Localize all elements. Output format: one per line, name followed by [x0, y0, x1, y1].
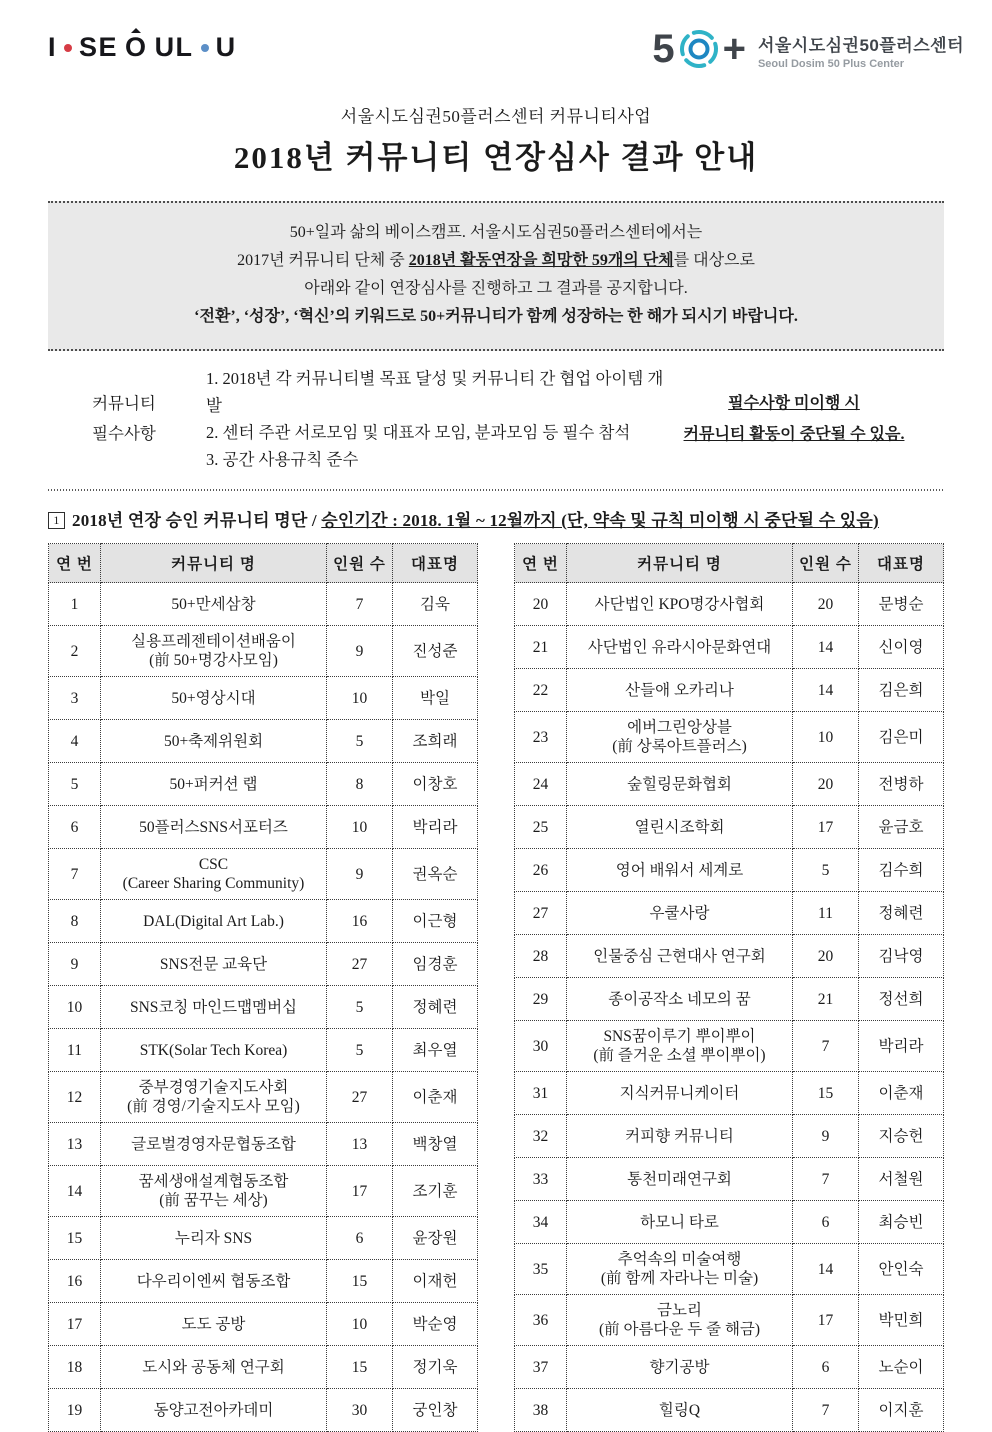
- row-number: 34: [515, 1201, 567, 1244]
- member-count: 7: [327, 583, 393, 626]
- community-name-main: 우쿨사랑: [649, 904, 710, 922]
- row-number: 16: [49, 1260, 101, 1303]
- intro-line-2: 2017년 커뮤니티 단체 중 2018년 활동연장을 희망한 59개의 단체를 대상으로: [237, 252, 755, 269]
- row-number: 36: [515, 1295, 567, 1346]
- representative-name: 정혜련: [393, 986, 478, 1029]
- intro-emphasis: 2018년 활동연장을 희망한 59개의 단체: [408, 252, 674, 269]
- table-row: [49, 943, 478, 986]
- community-name-main: 힐링Q: [658, 1401, 701, 1419]
- community-name: [567, 1295, 793, 1346]
- row-number: 19: [49, 1389, 101, 1432]
- community-name: [567, 763, 793, 806]
- member-count: 9: [327, 626, 393, 677]
- table-row: [49, 763, 478, 806]
- logo-letter-u: U: [215, 32, 237, 62]
- red-dot-icon: [64, 44, 72, 52]
- representative-name: 윤장원: [393, 1217, 478, 1260]
- community-name-former: (前 아름다운 두 줄 해금): [598, 1321, 761, 1338]
- representative-name: 이춘재: [393, 1072, 478, 1123]
- community-name: [567, 669, 793, 712]
- community-name-main: 누리자 SNS: [174, 1229, 253, 1247]
- community-name-former: (前 경영/기술지도사 모임): [127, 1098, 300, 1115]
- representative-name: 조희래: [393, 720, 478, 763]
- community-name-main: 도시와 공동체 연구회: [142, 1358, 285, 1376]
- community-name-main: 50+영상시대: [171, 689, 256, 707]
- representative-name: 박일: [393, 677, 478, 720]
- community-name-former: (Career Sharing Community): [122, 875, 305, 892]
- community-name: [101, 677, 327, 720]
- requirements-label: 커뮤니티 필수사항: [92, 394, 156, 443]
- intro-box: [48, 201, 944, 351]
- section-number-box: 1: [48, 512, 65, 529]
- member-count: 14: [793, 626, 859, 669]
- row-number: 28: [515, 935, 567, 978]
- community-name-main: SNS꿈이루기 뿌이뿌이: [603, 1028, 756, 1045]
- community-name-former: (前 꿈꾸는 세상): [159, 1192, 268, 1209]
- row-number: 27: [515, 892, 567, 935]
- community-name-main: STK(Solar Tech Korea): [139, 1041, 288, 1059]
- row-number: 25: [515, 806, 567, 849]
- member-count: 7: [793, 1158, 859, 1201]
- divider: [48, 489, 944, 491]
- representative-name: 진성준: [393, 626, 478, 677]
- row-number: 1: [49, 583, 101, 626]
- table-row: [515, 1295, 944, 1346]
- logo-letters-se: SE: [79, 32, 119, 62]
- community-name: [101, 763, 327, 806]
- community-name-main: 사단법인 유라시아문화연대: [587, 638, 772, 656]
- table-row: [515, 1389, 944, 1432]
- community-name-main: 50+만세삼창: [171, 595, 256, 613]
- table-row: [49, 1260, 478, 1303]
- representative-name: 지승헌: [859, 1115, 944, 1158]
- community-name: [567, 849, 793, 892]
- row-number: 2: [49, 626, 101, 677]
- table-row: [515, 892, 944, 935]
- representative-name: 백창열: [393, 1123, 478, 1166]
- community-name-former: (前 함께 자라나는 미술): [600, 1270, 759, 1287]
- community-name: [101, 1166, 327, 1217]
- table-row: [515, 1244, 944, 1295]
- member-count: 10: [793, 712, 859, 763]
- community-name-main: 통천미래연구회: [627, 1170, 732, 1188]
- community-name: [101, 1123, 327, 1166]
- table-header-row: [515, 544, 944, 583]
- representative-name: 김은희: [859, 669, 944, 712]
- row-number: 26: [515, 849, 567, 892]
- community-name-main: 실용프레젠테이션배움이: [131, 633, 296, 650]
- community-name: [567, 1072, 793, 1115]
- member-count: 9: [793, 1115, 859, 1158]
- community-name: [567, 712, 793, 763]
- requirement-item: 1. 2018년 각 커뮤니티별 목표 달성 및 커뮤니티 간 협업 아이템 개발: [206, 369, 664, 415]
- representative-name: 이창호: [393, 763, 478, 806]
- member-count: 7: [793, 1021, 859, 1072]
- member-count: 5: [327, 986, 393, 1029]
- col-header-count: 인원 수: [327, 544, 393, 583]
- representative-name: 김은미: [859, 712, 944, 763]
- row-number: 38: [515, 1389, 567, 1432]
- member-count: 20: [793, 935, 859, 978]
- row-number: 35: [515, 1244, 567, 1295]
- logo-letter-i: I: [48, 32, 58, 62]
- row-number: 3: [49, 677, 101, 720]
- table-row: [515, 935, 944, 978]
- col-header-name: 커뮤니티 명: [567, 544, 793, 583]
- community-name: [101, 1029, 327, 1072]
- community-name-main: 다우리이엔씨 협동조합: [136, 1272, 291, 1290]
- table-row: [515, 1115, 944, 1158]
- row-number: 9: [49, 943, 101, 986]
- table-row: [49, 1029, 478, 1072]
- member-count: 17: [327, 1166, 393, 1217]
- community-name: [101, 1389, 327, 1432]
- row-number: 12: [49, 1072, 101, 1123]
- community-name: [101, 849, 327, 900]
- row-number: 11: [49, 1029, 101, 1072]
- representative-name: 정혜련: [859, 892, 944, 935]
- community-name-main: 글로벌경영자문협동조합: [131, 1135, 296, 1153]
- member-count: 9: [327, 849, 393, 900]
- table-row: [515, 712, 944, 763]
- community-name-main: 향기공방: [649, 1358, 710, 1376]
- community-name-main: 50플러스SNS서포터즈: [139, 818, 288, 836]
- community-name-main: 중부경영기술지도사회: [138, 1079, 289, 1096]
- community-name-main: 하모니 타로: [640, 1213, 719, 1231]
- logo-letters-ul: UL: [154, 32, 194, 62]
- table-row: [515, 1201, 944, 1244]
- community-name: [101, 720, 327, 763]
- community-name-main: 50+퍼커션 랩: [169, 775, 258, 793]
- fifty-plus-center-logo: [652, 26, 964, 72]
- i-seoul-u-logo: [48, 26, 237, 63]
- community-name-main: 커피향 커뮤니티: [625, 1127, 734, 1145]
- table-row: [515, 1346, 944, 1389]
- requirements-list: [184, 365, 674, 473]
- community-name: [101, 986, 327, 1029]
- member-count: 20: [793, 763, 859, 806]
- community-name-main: 도도 공방: [181, 1315, 246, 1333]
- row-number: 20: [515, 583, 567, 626]
- row-number: 5: [49, 763, 101, 806]
- page-header: [0, 0, 992, 72]
- community-name: [101, 943, 327, 986]
- member-count: 21: [793, 978, 859, 1021]
- member-count: 17: [793, 1295, 859, 1346]
- member-count: 7: [793, 1389, 859, 1432]
- intro-line-3: 아래와 같이 연장심사를 진행하고 그 결과를 공지합니다.: [304, 280, 688, 297]
- community-name-former: (前 즐거운 소셜 뿌이뿌이): [593, 1047, 766, 1064]
- representative-name: 김낙영: [859, 935, 944, 978]
- community-name-former: (前 50+명강사모임): [149, 652, 278, 669]
- member-count: 15: [327, 1346, 393, 1389]
- row-number: 15: [49, 1217, 101, 1260]
- requirement-item: 2. 센터 주관 서로모임 및 대표자 모임, 분과모임 등 필수 참석: [206, 423, 631, 442]
- center-name-en: Seoul Dosim 50 Plus Center: [757, 57, 905, 70]
- row-number: 32: [515, 1115, 567, 1158]
- member-count: 20: [793, 583, 859, 626]
- table-row: [49, 1072, 478, 1123]
- community-name: [101, 1346, 327, 1389]
- member-count: 15: [793, 1072, 859, 1115]
- representative-name: 문병순: [859, 583, 944, 626]
- table-row: [49, 1303, 478, 1346]
- community-table-right: [514, 543, 944, 1432]
- community-name-main: SNS코칭 마인드맵멤버십: [129, 998, 298, 1016]
- representative-name: 윤금호: [859, 806, 944, 849]
- representative-name: 최우열: [393, 1029, 478, 1072]
- logo-plus-sign: +: [722, 27, 746, 71]
- community-name: [567, 1115, 793, 1158]
- representative-name: 박리라: [393, 806, 478, 849]
- logo-digit-5: 5: [652, 27, 675, 71]
- community-name-main: 에버그린앙상블: [627, 719, 732, 736]
- community-name-main: DAL(Digital Art Lab.): [143, 912, 284, 930]
- table-row: [49, 806, 478, 849]
- requirement-item: 3. 공간 사용규칙 준수: [206, 450, 359, 469]
- community-name: [101, 1260, 327, 1303]
- row-number: 6: [49, 806, 101, 849]
- community-name: [101, 900, 327, 943]
- member-count: 5: [327, 720, 393, 763]
- col-header-no: 연 번: [49, 544, 101, 583]
- member-count: 27: [327, 943, 393, 986]
- community-name: [101, 1072, 327, 1123]
- table-row: [515, 763, 944, 806]
- representative-name: 김욱: [393, 583, 478, 626]
- representative-name: 박민희: [859, 1295, 944, 1346]
- representative-name: 권옥순: [393, 849, 478, 900]
- community-name: [567, 1244, 793, 1295]
- member-count: 6: [793, 1346, 859, 1389]
- fifty-plus-text: [758, 29, 964, 70]
- col-header-rep: 대표명: [393, 544, 478, 583]
- row-number: 31: [515, 1072, 567, 1115]
- community-table-left: [48, 543, 478, 1432]
- community-name: [567, 806, 793, 849]
- intro-line-4: ‘전환’, ‘성장’, ‘혁신’의 키워드로 50+커뮤니티가 함께 성장하는 한 해가 되시기 바랍니다.: [194, 308, 798, 325]
- row-number: 14: [49, 1166, 101, 1217]
- row-number: 18: [49, 1346, 101, 1389]
- table-row: [515, 978, 944, 1021]
- row-number: 24: [515, 763, 567, 806]
- representative-name: 이근형: [393, 900, 478, 943]
- representative-name: 이재헌: [393, 1260, 478, 1303]
- row-number: 13: [49, 1123, 101, 1166]
- community-name-main: 50+축제위원회: [163, 732, 264, 750]
- table-row: [49, 677, 478, 720]
- member-count: 16: [327, 900, 393, 943]
- section-title: 1 2018년 연장 승인 커뮤니티 명단 / 승인기간 : 2018. 1월 ~ 12월까지 (단, 약속 및 규칙 미이행 시 중단될 수 있음): [48, 506, 944, 531]
- representative-name: 궁인창: [393, 1389, 478, 1432]
- community-name-main: 종이공작소 네모의 꿈: [608, 990, 751, 1008]
- community-name-main: 사단법인 KPO명강사협회: [594, 595, 765, 613]
- community-name-main: 추억속의 미술여행: [617, 1251, 742, 1268]
- representative-name: 이지훈: [859, 1389, 944, 1432]
- table-row: [49, 720, 478, 763]
- table-row: [515, 1021, 944, 1072]
- representative-name: 정선희: [859, 978, 944, 1021]
- row-number: 33: [515, 1158, 567, 1201]
- requirements-section: [48, 351, 944, 489]
- row-number: 10: [49, 986, 101, 1029]
- representative-name: 이춘재: [859, 1072, 944, 1115]
- requirements-warning: 필수사항 미이행 시 커뮤니티 활동이 중단될 수 있음.: [683, 395, 905, 443]
- representative-name: 노순이: [859, 1346, 944, 1389]
- aperture-zero-icon: [676, 26, 722, 72]
- community-name: [101, 1303, 327, 1346]
- table-row: [49, 1123, 478, 1166]
- representative-name: 정기욱: [393, 1346, 478, 1389]
- community-name-main: 열린시조학회: [634, 818, 725, 836]
- member-count: 10: [327, 806, 393, 849]
- community-name: [567, 1201, 793, 1244]
- table-row: [515, 849, 944, 892]
- community-name: [567, 978, 793, 1021]
- fifty-plus-mark: [652, 26, 746, 72]
- community-name-main: 지식커뮤니케이터: [619, 1084, 740, 1102]
- table-row: [49, 1346, 478, 1389]
- row-number: 21: [515, 626, 567, 669]
- col-header-count: 인원 수: [793, 544, 859, 583]
- community-name-main: 산들애 오카리나: [625, 681, 734, 699]
- approval-period: 승인기간 : 2018. 1월 ~ 12월까지 (단, 약속 및 규칙 미이행 시 중단될 수 있음): [321, 511, 879, 530]
- page-title: 2018년 커뮤니티 연장심사 결과 안내: [233, 140, 759, 175]
- member-count: 10: [327, 677, 393, 720]
- representative-name: 박리라: [859, 1021, 944, 1072]
- table-row: [515, 583, 944, 626]
- community-name: [101, 806, 327, 849]
- community-name: [567, 1158, 793, 1201]
- community-name-main: 숲힐링문화협회: [627, 775, 732, 793]
- table-row: [515, 1158, 944, 1201]
- community-name-main: 영어 배워서 세계로: [615, 861, 744, 879]
- table-row: [515, 1072, 944, 1115]
- member-count: 10: [327, 1303, 393, 1346]
- col-header-rep: 대표명: [859, 544, 944, 583]
- representative-name: 전병하: [859, 763, 944, 806]
- table-row: [49, 1217, 478, 1260]
- member-count: 14: [793, 669, 859, 712]
- member-count: 6: [327, 1217, 393, 1260]
- row-number: 4: [49, 720, 101, 763]
- representative-name: 박순영: [393, 1303, 478, 1346]
- table-row: [515, 669, 944, 712]
- member-count: 5: [327, 1029, 393, 1072]
- community-name-main: 인물중심 근현대사 연구회: [593, 947, 766, 965]
- row-number: 17: [49, 1303, 101, 1346]
- row-number: 8: [49, 900, 101, 943]
- member-count: 6: [793, 1201, 859, 1244]
- member-count: 27: [327, 1072, 393, 1123]
- community-name: [567, 892, 793, 935]
- community-name-main: 꿈세생애설계협동조합: [138, 1173, 289, 1190]
- row-number: 7: [49, 849, 101, 900]
- member-count: 11: [793, 892, 859, 935]
- table-row: [515, 626, 944, 669]
- representative-name: 최승빈: [859, 1201, 944, 1244]
- member-count: 17: [793, 806, 859, 849]
- member-count: 13: [327, 1123, 393, 1166]
- center-name-kr: 서울시도심권50플러스센터: [757, 35, 964, 55]
- row-number: 23: [515, 712, 567, 763]
- community-name-main: 동양고전아카데미: [153, 1401, 274, 1419]
- blue-dot-icon: [201, 44, 209, 52]
- intro-line-1: 50+일과 삶의 베이스캠프. 서울시도심권50플러스센터에서는: [289, 224, 703, 241]
- community-name: [567, 626, 793, 669]
- representative-name: 신이영: [859, 626, 944, 669]
- member-count: 8: [327, 763, 393, 806]
- col-header-no: 연 번: [515, 544, 567, 583]
- community-name-former: (前 상록아트플러스): [612, 738, 747, 755]
- community-name: [567, 1389, 793, 1432]
- representative-name: 임경훈: [393, 943, 478, 986]
- table-row: [49, 986, 478, 1029]
- row-number: 22: [515, 669, 567, 712]
- community-name: [101, 583, 327, 626]
- table-header-row: [49, 544, 478, 583]
- logo-letter-o: O: [125, 32, 148, 62]
- community-name-main: SNS전문 교육단: [159, 955, 268, 973]
- title-block: [0, 102, 992, 177]
- member-count: 14: [793, 1244, 859, 1295]
- community-name: [567, 1021, 793, 1072]
- community-tables: [48, 543, 944, 1432]
- community-name: [101, 1217, 327, 1260]
- member-count: 15: [327, 1260, 393, 1303]
- representative-name: 안인숙: [859, 1244, 944, 1295]
- community-name: [567, 935, 793, 978]
- table-row: [49, 583, 478, 626]
- table-row: [49, 849, 478, 900]
- representative-name: 김수희: [859, 849, 944, 892]
- community-name: [101, 626, 327, 677]
- row-number: 37: [515, 1346, 567, 1389]
- representative-name: 조기훈: [393, 1166, 478, 1217]
- table-row: [49, 626, 478, 677]
- table-row: [49, 1166, 478, 1217]
- member-count: 5: [793, 849, 859, 892]
- table-row: [515, 806, 944, 849]
- table-row: [49, 900, 478, 943]
- row-number: 30: [515, 1021, 567, 1072]
- member-count: 30: [327, 1389, 393, 1432]
- community-name-main: 금노리: [657, 1302, 702, 1319]
- representative-name: 서철원: [859, 1158, 944, 1201]
- col-header-name: 커뮤니티 명: [101, 544, 327, 583]
- community-name: [567, 583, 793, 626]
- community-name-main: CSC: [198, 856, 229, 873]
- table-row: [49, 1389, 478, 1432]
- community-name: [567, 1346, 793, 1389]
- document-subtitle: 서울시도심권50플러스센터 커뮤니티사업: [340, 107, 652, 126]
- row-number: 29: [515, 978, 567, 1021]
